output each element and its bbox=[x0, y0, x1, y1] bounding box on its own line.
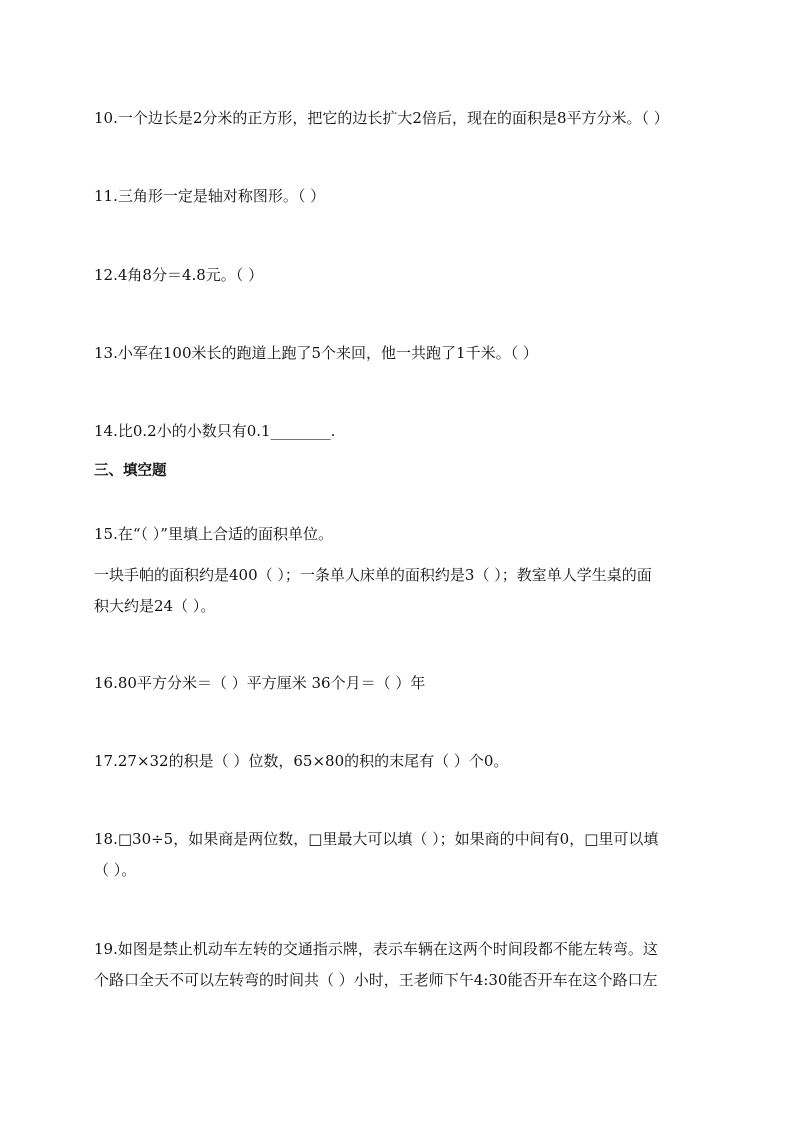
question-19-line-1: 19.如图是禁止机动车左转的交通指示牌，表示车辆在这两个时间段都不能左转弯。这 bbox=[94, 940, 658, 958]
question-15-prompt: 15.在“（ ）”里填上合适的面积单位。 bbox=[94, 525, 333, 543]
question-12: 12.4角8分＝4.8元。（ ） bbox=[94, 266, 264, 284]
question-19-line-2: 个路口全天不可以左转弯的时间共（ ）小时，王老师下午4:30能否开车在这个路口左 bbox=[94, 971, 658, 989]
question-16: 16.80平方分米＝（ ）平方厘米 36个月＝（ ）年 bbox=[94, 674, 426, 692]
question-15-line-2: 积大约是24（ ）。 bbox=[94, 597, 216, 615]
section-heading-fill-in: 三、填空题 bbox=[94, 463, 167, 479]
question-18-line-2: （ ）。 bbox=[94, 861, 137, 879]
question-14: 14.比0.2小的小数只有0.1________. bbox=[94, 422, 336, 440]
question-15-line-1: 一块手帕的面积约是400（ ）；一条单人床单的面积约是3（ ）；教室单人学生桌的面 bbox=[94, 566, 652, 584]
question-10: 10.一个边长是2分米的正方形，把它的边长扩大2倍后，现在的面积是8平方分米。（ ） bbox=[94, 109, 669, 127]
question-11: 11.三角形一定是轴对称图形。（ ） bbox=[94, 187, 326, 205]
question-13: 13.小军在100米长的跑道上跑了5个来回，他一共跑了1千米。（ ） bbox=[94, 344, 538, 362]
question-18-line-1: 18.□30÷5，如果商是两位数，□里最大可以填（ ）；如果商的中间有0，□里可以填 bbox=[94, 830, 659, 848]
question-17: 17.27×32的积是（ ）位数，65×80的积的末尾有（ ）个0。 bbox=[94, 752, 509, 770]
